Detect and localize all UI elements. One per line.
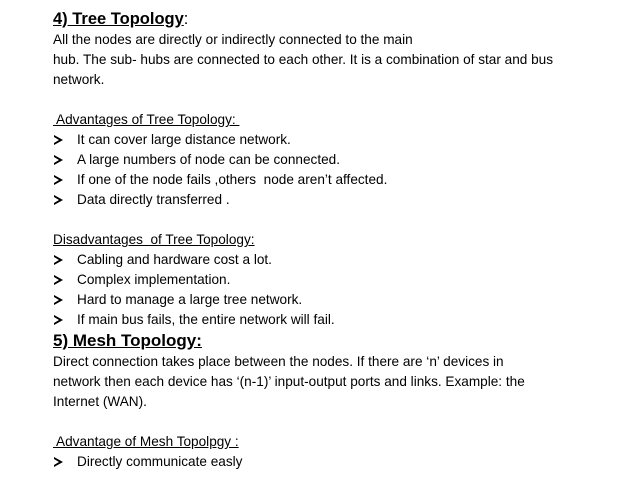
- list-item: [53, 310, 633, 330]
- list-item: [53, 170, 633, 190]
- mesh-topology-heading: [53, 330, 633, 352]
- list-item-text: If main bus fails, the entire network will fail.: [77, 312, 335, 327]
- list-item-text: If one of the node fails ,others node aren’t affected.: [77, 172, 388, 187]
- arrowhead-bullet-icon: [54, 457, 63, 467]
- list-item-text: A large numbers of node can be connected.: [77, 152, 340, 167]
- list-item: [53, 190, 633, 210]
- list-item-text: It can cover large distance network.: [77, 132, 291, 147]
- list-item-text: Directly communicate easly: [77, 454, 243, 469]
- tree-description-line: hub. The sub- hubs are connected to each other. It is a combination of star and bus: [53, 52, 554, 67]
- mesh-advantages-list: [53, 452, 633, 472]
- list-item: [53, 250, 633, 270]
- spacer: [53, 210, 633, 230]
- arrowhead-bullet-icon: [54, 175, 63, 185]
- mesh-description-line: Internet (WAN).: [53, 394, 147, 409]
- tree-disadvantages-title: Disadvantages of Tree Topology:: [53, 232, 255, 247]
- list-item-text: Data directly transferred .: [77, 192, 230, 207]
- list-item: [53, 130, 633, 150]
- tree-advantages-title: Advantages of Tree Topology:: [53, 112, 240, 127]
- mesh-description-line: network then each device has ‘(n-1)’ input-output ports and links. Example: the: [53, 374, 525, 389]
- list-item-text: Complex implementation.: [77, 272, 231, 287]
- list-item: [53, 290, 633, 310]
- tree-topology-heading: [53, 9, 633, 30]
- arrowhead-bullet-icon: [54, 295, 63, 305]
- arrowhead-bullet-icon: [54, 195, 63, 205]
- tree-description-line: network.: [53, 72, 105, 87]
- tree-advantages-list: [53, 130, 633, 210]
- list-item-text: Hard to manage a large tree network.: [77, 292, 303, 307]
- spacer: [53, 412, 633, 432]
- tree-disadvantages-list: [53, 250, 633, 330]
- mesh-description-line: Direct connection takes place between the nodes. If there are ‘n’ devices in: [53, 354, 504, 369]
- arrowhead-bullet-icon: [54, 155, 63, 165]
- tree-topology-colon: :: [183, 10, 189, 28]
- list-item: [53, 150, 633, 170]
- document-page: [53, 9, 633, 472]
- spacer: [53, 90, 633, 110]
- arrowhead-bullet-icon: [54, 255, 63, 265]
- tree-topology-title: 4) Tree Topology: [53, 10, 184, 28]
- mesh-advantages-title: Advantage of Mesh Topolpgy :: [53, 434, 239, 449]
- mesh-topology-title: 5) Mesh Topology:: [53, 331, 202, 350]
- arrowhead-bullet-icon: [54, 135, 63, 145]
- list-item-text: Cabling and hardware cost a lot.: [77, 252, 272, 267]
- arrowhead-bullet-icon: [54, 315, 63, 325]
- arrowhead-bullet-icon: [54, 275, 63, 285]
- list-item: [53, 270, 633, 290]
- tree-description-line: All the nodes are directly or indirectly connected to the main: [53, 32, 413, 47]
- list-item: [53, 452, 633, 472]
